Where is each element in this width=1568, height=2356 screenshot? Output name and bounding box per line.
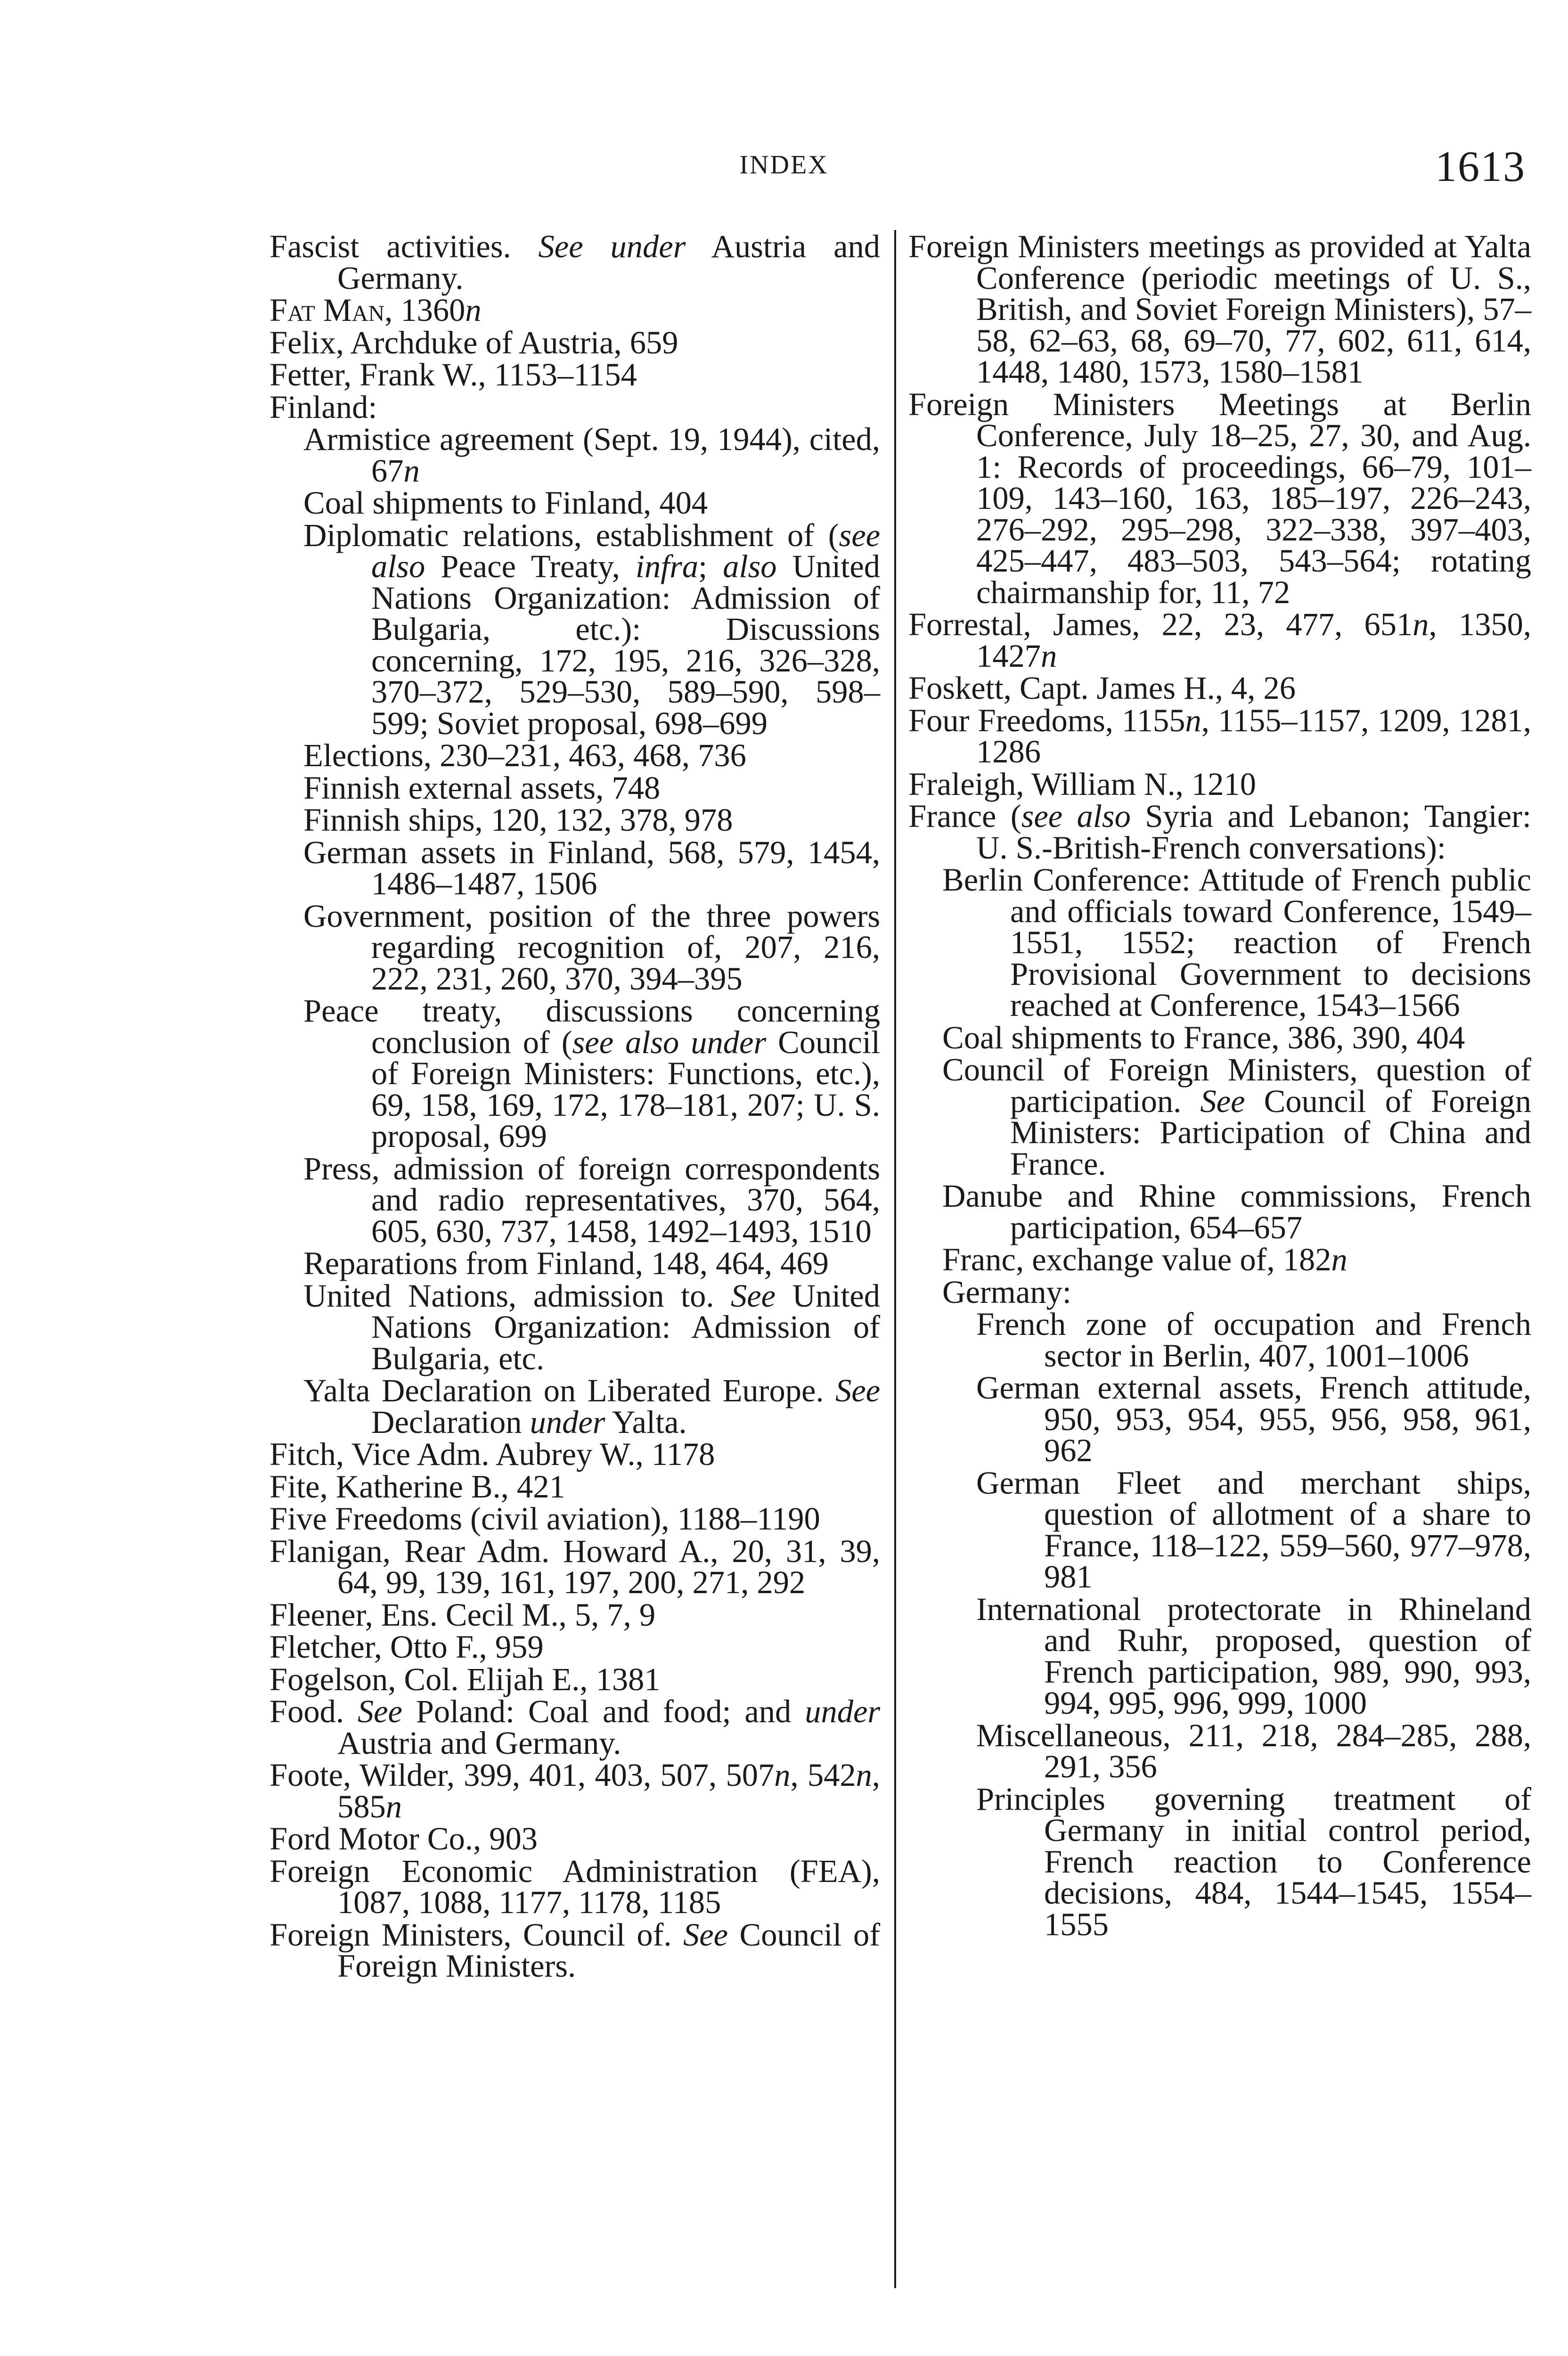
index-entry: United Nations, admission to. See United Nations Organization: Admission of Bulgaria, etc.	[303, 1277, 881, 1376]
index-entry: Forrestal, James, 22, 23, 477, 651n, 1350, 1427n	[908, 606, 1531, 674]
index-entry: Fat Man, 1360n	[270, 292, 482, 328]
index-entry: Peace treaty, discussions concerning conclusion of (see also under Council of Foreign Ministers: Functions, etc.), 69, 158, 169, 172, 178–181, 207; U. S. proposal, 699	[303, 993, 881, 1154]
index-entry: Foreign Ministers meetings as provided at Yalta Conference (periodic meetings of U. S., British, and Soviet Foreign Ministers), 57–58, 62–63, 68, 69–70, 77, 602, 611, 614, 1448, 1480, 1573, 1580–1581	[908, 229, 1531, 390]
index-entry: Coal shipments to France, 386, 390, 404	[942, 1019, 1465, 1055]
index-entry: German Fleet and merchant ships, question of allotment of a share to France, 118–122, 559–560, 977–978, 981	[976, 1464, 1531, 1595]
index-entry: Principles governing treatment of Germany in initial control period, French reaction to Conference decisions, 484, 1544–1545, 1554–1555	[976, 1781, 1531, 1942]
index-entry: French zone of occupation and French sector in Berlin, 407, 1001–1006	[976, 1306, 1531, 1374]
index-entry: Foreign Economic Administration (FEA), 1087, 1088, 1177, 1178, 1185	[270, 1853, 880, 1920]
column-divider	[894, 230, 896, 2288]
index-entry: Food. See Poland: Coal and food; and under Austria and Germany.	[270, 1693, 880, 1761]
index-entry: German external assets, French attitude, 950, 953, 954, 955, 956, 958, 961, 962	[976, 1370, 1531, 1468]
index-entry: Fite, Katherine B., 421	[270, 1468, 565, 1505]
index-entry: Elections, 230–231, 463, 468, 736	[303, 737, 746, 773]
index-entry: Miscellaneous, 211, 218, 284–285, 288, 291, 356	[976, 1717, 1531, 1784]
index-entry: Armistice agreement (Sept. 19, 1944), cited, 67n	[303, 421, 880, 489]
index-entry: Fleener, Ens. Cecil M., 5, 7, 9	[270, 1596, 656, 1633]
index-entry: Finnish ships, 120, 132, 378, 978	[303, 802, 733, 838]
index-entry: German assets in Finland, 568, 579, 1454, 1486–1487, 1506	[303, 834, 880, 901]
index-entry: Government, position of the three powers regarding recognition of, 207, 216, 222, 231, 260, 370, 394–395	[303, 898, 880, 997]
index-entry: Fascist activities. See under Austria and Germany.	[270, 229, 880, 296]
index-entry: Press, admission of foreign correspondents and radio representatives, 370, 564, 605, 630, 737, 1458, 1492–1493, 1510	[303, 1150, 880, 1249]
index-entry: Flanigan, Rear Adm. Howard A., 20, 31, 39, 64, 99, 139, 161, 197, 200, 271, 292	[270, 1533, 880, 1600]
index-entry: Reparations from Finland, 148, 464, 469	[303, 1245, 829, 1281]
index-entry: Foreign Ministers, Council of. See Council of Foreign Ministers.	[270, 1916, 881, 1984]
index-column-left	[270, 231, 880, 1983]
index-entry: Coal shipments to Finland, 404	[303, 485, 708, 521]
index-entry: Franc, exchange value of, 182n	[942, 1242, 1348, 1277]
index-entry: Felix, Archduke of Austria, 659	[270, 324, 678, 360]
index-entry: Five Freedoms (civil aviation), 1188–1190	[270, 1501, 820, 1537]
index-entry: Fletcher, Otto F., 959	[270, 1629, 544, 1665]
index-entry: Foskett, Capt. James H., 4, 26	[908, 670, 1296, 706]
index-entry: Danube and Rhine commissions, French participation, 654–657	[942, 1178, 1531, 1245]
index-entry: Germany:	[942, 1274, 1071, 1310]
index-entry: Yalta Declaration on Liberated Europe. See Declaration under Yalta.	[303, 1373, 880, 1440]
index-column-right	[908, 231, 1531, 1941]
index-entry: Diplomatic relations, establishment of (see also Peace Treaty, infra; also United Nations Organization: Admission of Bulgaria, etc.): Discussions concerning, 172, 195, 216, 326–328, 370–372, 529–530, 589–590, 598–599; Soviet proposal, 698–699	[303, 517, 880, 741]
running-title: INDEX	[739, 150, 829, 180]
index-entry: Foote, Wilder, 399, 401, 403, 507, 507n, 542n, 585n	[270, 1757, 880, 1824]
index-entry: International protectorate in Rhineland and Ruhr, proposed, question of French participation, 989, 990, 993, 994, 995, 996, 999, 1000	[976, 1591, 1531, 1721]
index-entry: Foreign Ministers Meetings at Berlin Conference, July 18–25, 27, 30, and Aug. 1: Records of proceedings, 66–79, 101–109, 143–160, 163, 185–197, 226–243, 276–292, 295–298, 322–338, 397–403, 425–447, 483–503, 543–564; rotating chairmanship for, 11, 72	[908, 386, 1531, 610]
page-number: 1613	[1435, 142, 1526, 190]
index-entry: Fogelson, Col. Elijah E., 1381	[270, 1661, 661, 1697]
index-entry: Fetter, Frank W., 1153–1154	[270, 357, 637, 393]
index-entry: Council of Foreign Ministers, question of participation. See Council of Foreign Ministers: Participation of China and France.	[942, 1052, 1531, 1182]
index-entry: Fraleigh, William N., 1210	[908, 766, 1256, 802]
index-entry: France (see also Syria and Lebanon; Tangier: U. S.-British-French conversations):	[908, 798, 1532, 866]
index-entry: Four Freedoms, 1155n, 1155–1157, 1209, 1281, 1286	[908, 702, 1531, 769]
index-entry: Berlin Conference: Attitude of French public and officials toward Conference, 1549–1551, 1552; reaction of French Provisional Government to decisions reached at Conference, 1543–1566	[942, 862, 1531, 1023]
index-entry: Ford Motor Co., 903	[270, 1821, 538, 1857]
index-entry: Finland:	[270, 389, 377, 425]
index-entry: Fitch, Vice Adm. Aubrey W., 1178	[270, 1436, 715, 1472]
index-entry: Finnish external assets, 748	[303, 769, 661, 806]
